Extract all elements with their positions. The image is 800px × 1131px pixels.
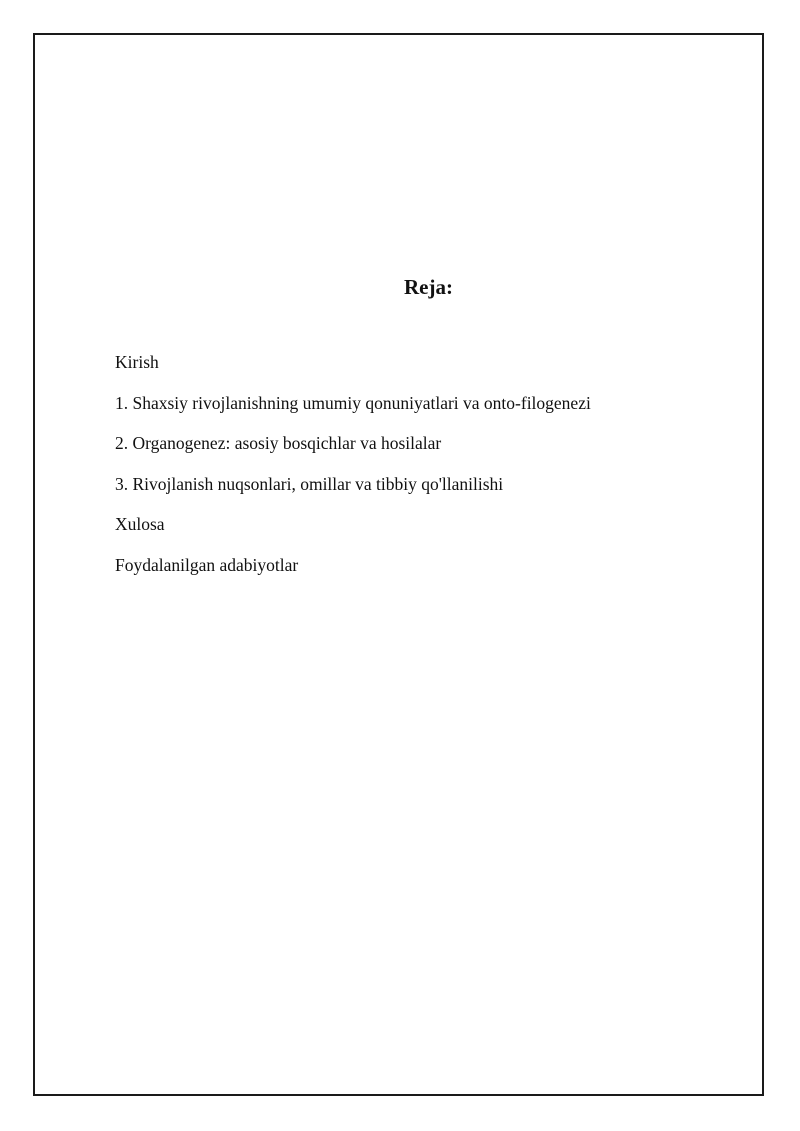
plan-item-chapter-3: 3. Rivojlanish nuqsonlari, omillar va tibbiy qo'llanilishi [115, 473, 504, 494]
page-title: Reja: [404, 275, 453, 299]
plan-list [115, 350, 591, 593]
plan-item-chapter-2: 2. Organogenez: asosiy bosqichlar va hosilalar [115, 433, 442, 453]
plan-item-introduction: Kirish [115, 352, 159, 372]
plan-item-conclusion: Xulosa [115, 514, 165, 534]
plan-item-references: Foydalanilgan adabiyotlar [115, 554, 299, 575]
plan-item-chapter-1: 1. Shaxsiy rivojlanishning umumiy qonuniyatlari va onto-filogenezi [115, 392, 591, 413]
